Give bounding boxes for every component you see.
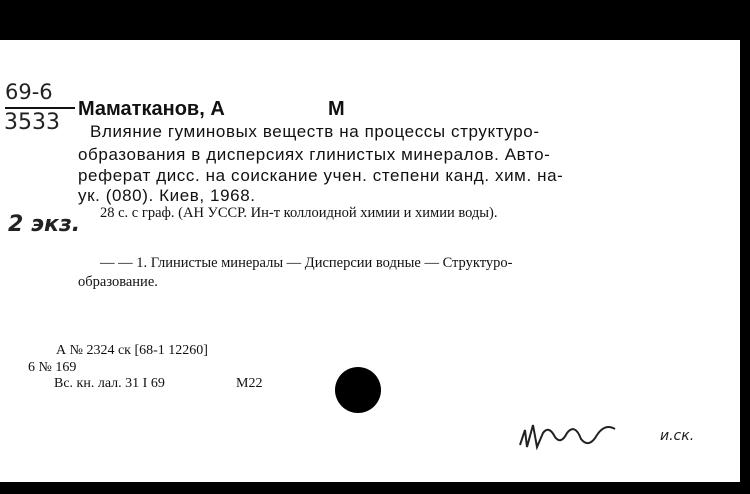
- print-code: М22: [236, 376, 263, 391]
- handwritten-initials: и.ск.: [660, 428, 695, 444]
- title-line-2: образования в дисперсиях глинистых минералов. Авто-: [78, 145, 551, 164]
- author-name: Маматканов, А: [78, 98, 225, 120]
- subject-headings-line-2: образование.: [78, 274, 158, 290]
- copy-number: 6 № 169: [28, 360, 77, 375]
- call-number-divider: [5, 107, 75, 109]
- chronicle-reference: Вс. кн. лал. 31 I 69: [54, 376, 165, 391]
- punch-hole: [335, 367, 381, 413]
- cutter-letter: М: [328, 98, 345, 120]
- title-line-1: Влияние гуминовых веществ на процессы структуро-: [90, 122, 540, 141]
- subject-headings-line-1: — — 1. Глинистые минералы — Дисперсии водные — Структуро-: [100, 255, 513, 271]
- handwritten-signature: [515, 415, 645, 455]
- card-edge-shadow: [740, 40, 750, 482]
- call-number-top: 69-6: [5, 80, 53, 104]
- title-line-3: реферат дисс. на соискание учен. степени канд. хим. на-: [78, 166, 564, 185]
- collation-line: 28 с. с граф. (АН УССР. Ин-т коллоидной химии и химии воды).: [100, 205, 498, 221]
- catalog-number: А № 2324 ск [68-1 12260]: [56, 343, 208, 358]
- title-line-4: ук. (080). Киев, 1968.: [78, 186, 256, 205]
- handwritten-copies-note: 2 экз.: [8, 212, 81, 237]
- call-number-bottom: 3533: [4, 110, 60, 135]
